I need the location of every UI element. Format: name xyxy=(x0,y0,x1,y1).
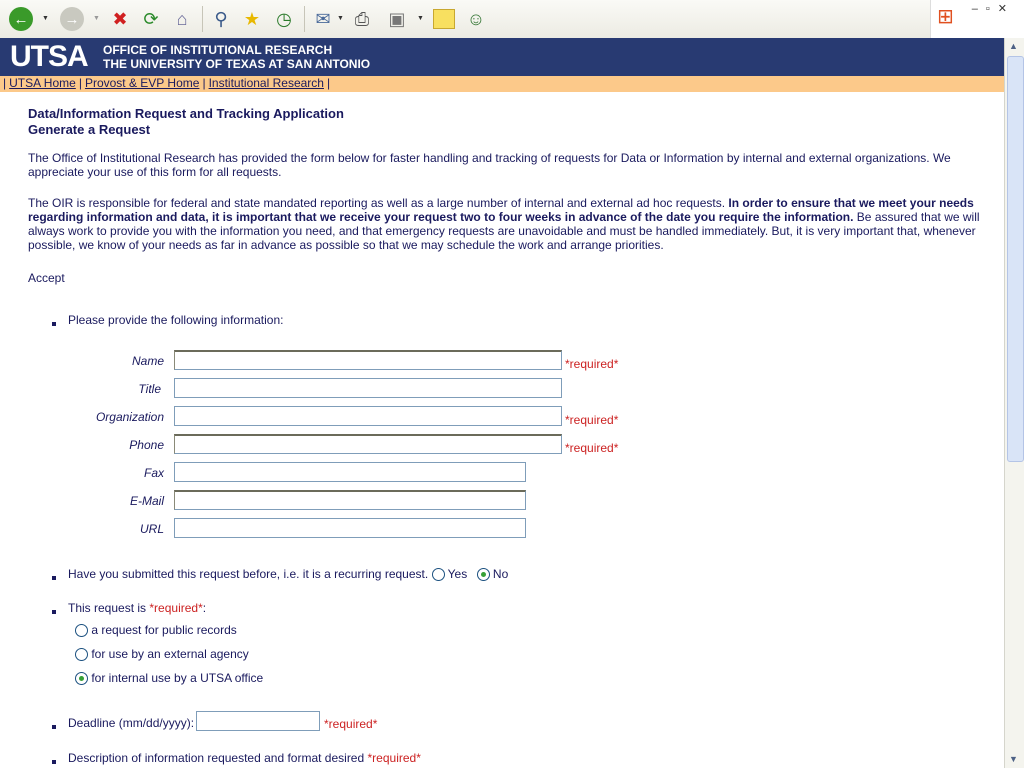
utsa-logo[interactable]: UTSA xyxy=(10,40,88,73)
home-icon[interactable]: ⌂ xyxy=(176,8,188,29)
name-required: *required* xyxy=(565,357,619,371)
bullet-icon xyxy=(52,576,56,580)
request-type-label: This request is *required*: xyxy=(68,601,207,615)
bullet-icon xyxy=(52,760,56,764)
scroll-thumb[interactable] xyxy=(1007,56,1024,462)
recurring-question xyxy=(68,567,508,581)
toolbar-separator xyxy=(202,6,203,32)
name-label: Name xyxy=(131,354,164,368)
stop-icon[interactable]: ✖ xyxy=(112,8,128,29)
page-subtitle: Generate a Request xyxy=(28,122,151,137)
deadline-required: *required* xyxy=(324,717,378,731)
nav-separator: | xyxy=(202,76,206,90)
header-line-1: OFFICE OF INSTITUTIONAL RESEARCH xyxy=(103,43,333,57)
back-icon[interactable]: ← xyxy=(9,7,33,31)
phone-label: Phone xyxy=(129,438,164,452)
toolbar-separator xyxy=(304,6,305,32)
nav-link-institutional-research[interactable]: Institutional Research xyxy=(208,76,324,90)
window-controls[interactable]: –▫✕ xyxy=(971,3,1015,15)
title-label: Title xyxy=(138,382,161,396)
organization-required: *required* xyxy=(565,413,619,427)
nav-link-provost[interactable]: Provost & EVP Home xyxy=(84,76,200,90)
header-line-2: THE UNIVERSITY OF TEXAS AT SAN ANTONIO xyxy=(103,57,371,71)
search-icon[interactable]: ⚲ xyxy=(214,8,228,29)
messenger-icon[interactable]: ☺ xyxy=(466,8,486,29)
description-required: *required* xyxy=(367,751,421,765)
history-icon[interactable]: ◷ xyxy=(276,8,292,29)
email-label: E-Mail xyxy=(129,494,164,508)
notes-icon[interactable] xyxy=(432,7,456,31)
deadline-input[interactable] xyxy=(196,711,320,731)
internal-use-label: for internal use by a UTSA office xyxy=(91,671,264,685)
description-text: Description of information requested and format desired xyxy=(68,751,368,765)
policy-text-bold: In order to ensure that we meet your needs regarding information and data, it is important that we receive your request two to four weeks in advance of the date you require the information. xyxy=(28,196,974,224)
email-input[interactable] xyxy=(174,490,526,510)
phone-input[interactable] xyxy=(174,434,562,454)
recurring-yes-label: Yes xyxy=(447,567,468,581)
mail-dropdown-icon[interactable]: ▼ xyxy=(337,15,344,22)
vertical-scrollbar[interactable] xyxy=(1004,38,1024,768)
provide-info-label: Please provide the following information: xyxy=(68,313,284,327)
option-public-records[interactable] xyxy=(75,623,237,637)
intro-paragraph: The Office of Institutional Research has provided the form below for faster handling and tracking of requests for Data or Information by internal and external organizations. We appreciate your use of this form for all requests. xyxy=(28,151,951,179)
edit-dropdown-icon[interactable]: ▼ xyxy=(417,15,424,22)
name-input[interactable] xyxy=(174,350,562,370)
refresh-icon[interactable]: ⟳ xyxy=(143,8,159,29)
edit-icon[interactable]: ▣ xyxy=(388,8,406,29)
policy-text-a: The OIR is responsible for federal and state mandated reporting as well as a large number of internal and external ad hoc requests. xyxy=(28,196,729,210)
page-title: Data/Information Request and Tracking Application xyxy=(28,106,344,121)
nav-separator: | xyxy=(326,76,331,90)
request-type-required: *required* xyxy=(149,601,203,615)
bullet-icon xyxy=(52,322,56,326)
policy-text-c: Be assured that we will always work to provide you with the information you need, and that emergency requests are unavoidable and must be handled immediately. But, it is very important that, whenever possible, we know of your needs as far in advance as possible so that we may schedule the work and arrange priorities. xyxy=(28,210,980,252)
internal-use-radio[interactable] xyxy=(75,672,88,685)
request-type-text: This request is xyxy=(68,601,150,615)
favorites-icon[interactable]: ★ xyxy=(243,8,261,29)
url-input[interactable] xyxy=(174,518,526,538)
option-internal-use[interactable] xyxy=(75,671,263,685)
site-header xyxy=(0,38,1004,76)
fax-label: Fax xyxy=(143,466,164,480)
header-title xyxy=(103,43,370,71)
recurring-no-label: No xyxy=(492,567,509,581)
forward-icon[interactable]: → xyxy=(60,7,84,31)
scroll-up-icon[interactable]: ▲ xyxy=(1009,41,1018,51)
public-records-radio[interactable] xyxy=(75,624,88,637)
option-external-agency[interactable] xyxy=(75,647,249,661)
recurring-label: Have you submitted this request before, i.e. it is a recurring request. xyxy=(68,567,429,581)
main-content xyxy=(28,96,983,285)
recurring-yes-radio[interactable] xyxy=(432,568,445,581)
windows-logo-icon: ⊞ xyxy=(937,6,954,28)
nav-link-utsa-home[interactable]: UTSA Home xyxy=(9,76,76,90)
policy-paragraph xyxy=(28,196,983,252)
nav-bar xyxy=(0,76,1004,92)
bullet-icon xyxy=(52,725,56,729)
windows-logo-area xyxy=(930,0,1024,38)
back-dropdown-icon[interactable]: ▼ xyxy=(42,15,49,22)
deadline-label: Deadline (mm/dd/yyyy): xyxy=(68,716,195,730)
bullet-icon xyxy=(52,610,56,614)
nav-separator: | xyxy=(78,76,82,90)
title-input[interactable] xyxy=(174,378,562,398)
phone-required: *required* xyxy=(565,441,619,455)
accept-label: Accept xyxy=(28,271,65,285)
url-label: URL xyxy=(139,522,164,536)
external-agency-radio[interactable] xyxy=(75,648,88,661)
forward-dropdown-icon[interactable]: ▼ xyxy=(93,15,100,22)
organization-input[interactable] xyxy=(174,406,562,426)
print-icon[interactable]: ⎙ xyxy=(354,8,370,29)
recurring-no-radio[interactable] xyxy=(477,568,490,581)
nav-separator: | xyxy=(3,76,7,90)
mail-icon[interactable]: ✉ xyxy=(315,8,331,29)
scroll-down-icon[interactable]: ▼ xyxy=(1009,754,1018,764)
description-label xyxy=(68,751,421,765)
fax-input[interactable] xyxy=(174,462,526,482)
organization-label: Organization xyxy=(95,410,164,424)
browser-toolbar xyxy=(0,0,1024,39)
external-agency-label: for use by an external agency xyxy=(91,647,249,661)
public-records-label: a request for public records xyxy=(91,623,237,637)
